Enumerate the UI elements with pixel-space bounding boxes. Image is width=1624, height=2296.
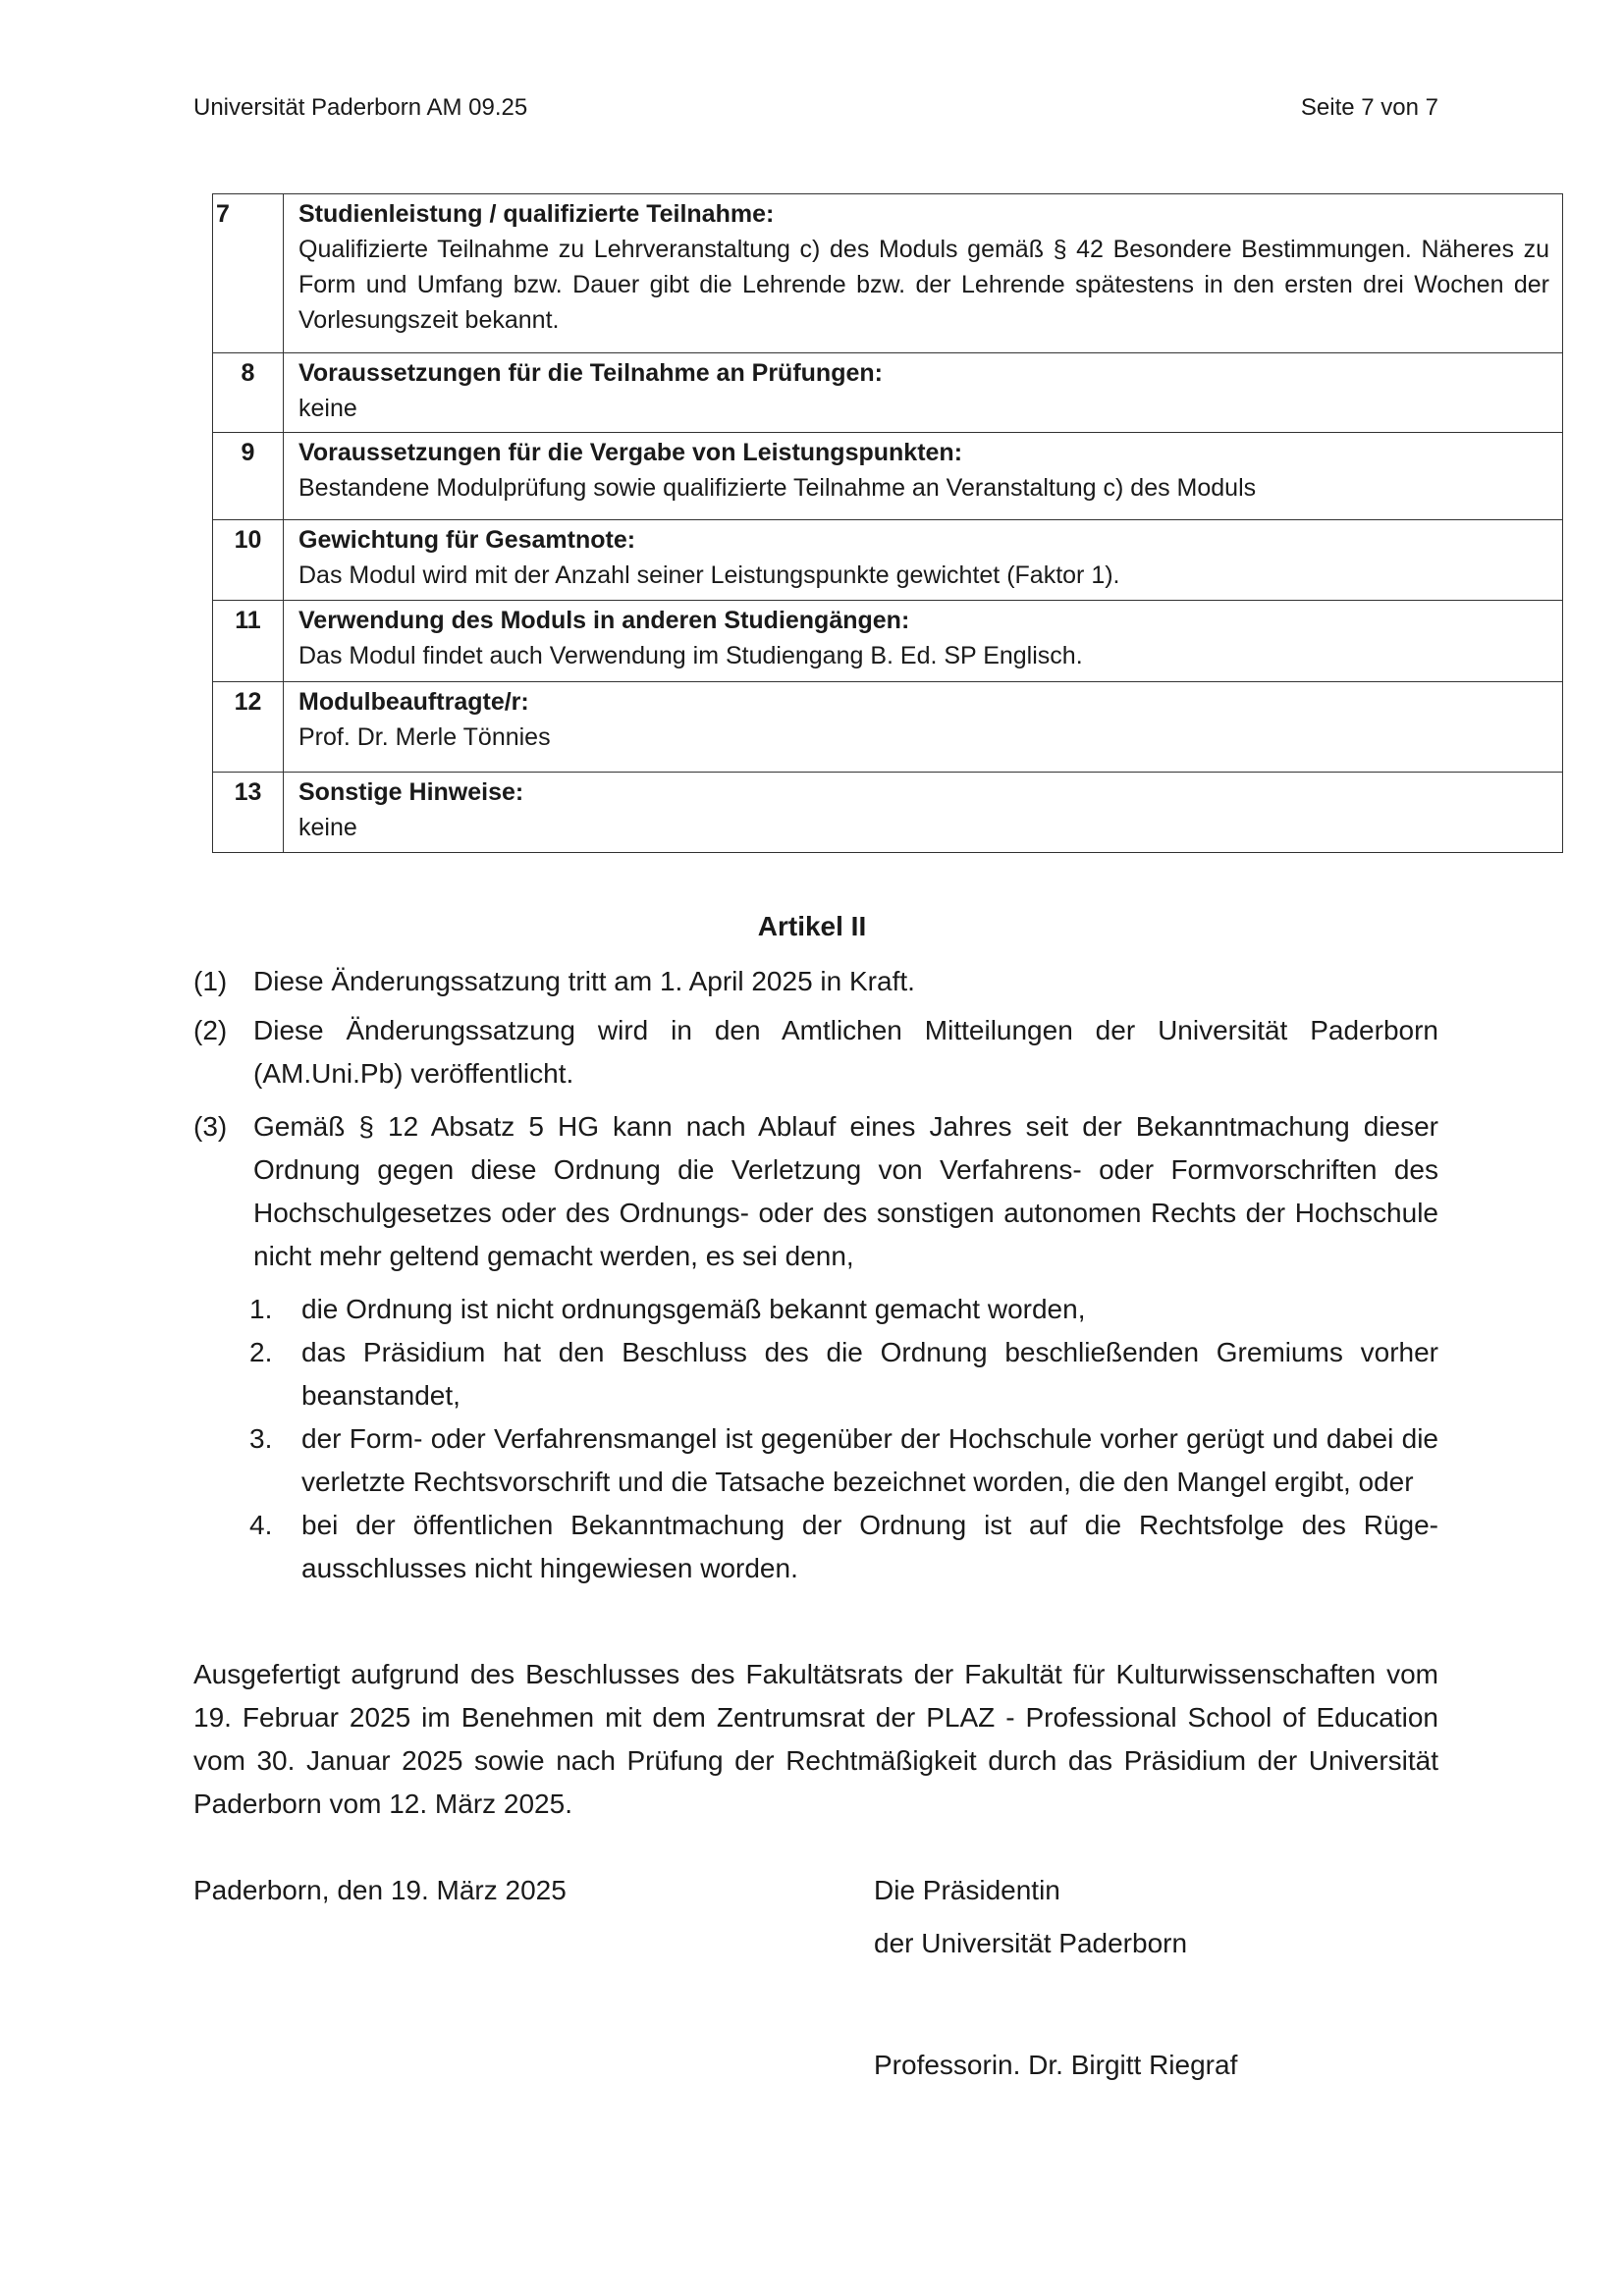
list-item-number: 3. (249, 1423, 273, 1454)
row-number: 8 (213, 353, 284, 433)
row-body (284, 682, 1563, 773)
row-number: 13 (213, 773, 284, 853)
paragraph-number: (3) (193, 1111, 228, 1142)
row-body (284, 353, 1563, 433)
row-body (284, 194, 1563, 353)
row-content: Prof. Dr. Merle Tönnies (298, 723, 551, 751)
row-title: Voraussetzungen für die Vergabe von Leistungspunkten: (298, 439, 963, 466)
article-title: Artikel II (757, 911, 867, 941)
row-title: Modulbeauftragte/r: (298, 688, 529, 716)
table-row (213, 194, 1563, 353)
row-content: Das Modul wird mit der Anzahl seiner Leistungspunkte gewichtet (Faktor 1). (298, 561, 1120, 589)
row-body (284, 520, 1563, 601)
row-content: keine (298, 395, 357, 422)
paragraph-text: Diese Änderungssatzung wird in den Amtlichen Mitteilungen der Universität Paderborn (AM.Uni.Pb) veröffentlicht. (253, 1015, 1438, 1089)
paragraph (193, 960, 1438, 1003)
row-number: 10 (213, 520, 284, 601)
module-table (212, 193, 1563, 853)
signature-institution: der Universität Paderborn (874, 1928, 1188, 1958)
row-title: Studienleistung / qualifizierte Teilnahme: (298, 200, 775, 228)
table-row (213, 601, 1563, 682)
header-page-number: Seite 7 von 7 (1300, 94, 1438, 121)
row-content: keine (298, 814, 357, 841)
header-left: Universität Paderborn AM 09.25 (193, 94, 528, 121)
paragraph-number: (2) (193, 1015, 228, 1045)
table-row (213, 682, 1563, 773)
table-row (213, 353, 1563, 433)
row-title: Gewichtung für Gesamtnote: (298, 526, 636, 554)
place-date: Paderborn, den 19. März 2025 (193, 1875, 567, 1905)
list-item (249, 1331, 1438, 1417)
list-item-text: bei der öffentlichen Bekanntmachung der Ordnung ist auf die Rechtsfolge des Rüge-ausschlusses nicht hingewiesen worden. (301, 1510, 1438, 1583)
row-body (284, 601, 1563, 682)
table-row (213, 520, 1563, 601)
paragraph-text: Gemäß § 12 Absatz 5 HG kann nach Ablauf eines Jahres seit der Bekanntmachung dieser Ordnung gegen diese Ordnung die Verletzung von Verfahrens- oder Formvorschriften des Hochschulgesetzes oder des Ordnungs- oder des sonstigen autonomen Rechts der Hochschule nicht mehr geltend gemacht werden, es sei denn, (253, 1111, 1438, 1271)
list-item-number: 4. (249, 1510, 273, 1540)
row-title: Sonstige Hinweise: (298, 778, 524, 806)
list-item-text: der Form- oder Verfahrensmangel ist gegenüber der Hochschule vorher gerügt und dabei die verletzte Rechtsvorschrift und die Tatsache bezeichnet worden, die den Mangel ergibt, oder (301, 1423, 1438, 1497)
paragraph-text: Diese Änderungssatzung tritt am 1. April 2025 in Kraft. (253, 966, 915, 996)
row-content: Bestandene Modulprüfung sowie qualifizierte Teilnahme an Veranstaltung c) des Moduls (298, 474, 1257, 502)
row-content: Qualifizierte Teilnahme zu Lehrveranstaltung c) des Moduls gemäß § 42 Besondere Bestimmungen. Näheres zu Form und Umfang bzw. Dauer gibt die Lehrende bzw. der Lehrende spätestens in den ersten drei Wochen der Vorlesungszeit bekannt. (298, 236, 1549, 334)
row-content: Das Modul findet auch Verwendung im Studiengang B. Ed. SP Englisch. (298, 642, 1083, 669)
paragraph (193, 1105, 1438, 1278)
closing-statement: Ausgefertigt aufgrund des Beschlusses des Fakultätsrats der Fakultät für Kulturwissenschaften vom 19. Februar 2025 im Benehmen mit dem Zentrumsrat der PLAZ - Professional School of Education vom 30. Januar 2025 sowie nach Prüfung der Rechtmäßigkeit durch das Präsidium der Universität Paderborn vom 12. März 2025. (193, 1659, 1438, 1819)
row-title: Voraussetzungen für die Teilnahme an Prüfungen: (298, 359, 883, 387)
row-number: 7 (213, 194, 284, 353)
list-item-number: 1. (249, 1294, 273, 1324)
paragraph-number: (1) (193, 966, 228, 996)
list-item (249, 1288, 1438, 1331)
row-body (284, 773, 1563, 853)
table-row (213, 773, 1563, 853)
row-number: 11 (213, 601, 284, 682)
signature-title: Die Präsidentin (874, 1875, 1060, 1905)
list-item (249, 1417, 1438, 1504)
list-item-text: die Ordnung ist nicht ordnungsgemäß bekannt gemacht worden, (301, 1294, 1086, 1324)
row-number: 9 (213, 433, 284, 520)
signature-name: Professorin. Dr. Birgitt Riegraf (874, 2050, 1238, 2080)
row-body (284, 433, 1563, 520)
list-item-number: 2. (249, 1337, 273, 1367)
row-number: 12 (213, 682, 284, 773)
list-item (249, 1504, 1438, 1590)
row-title: Verwendung des Moduls in anderen Studiengängen: (298, 607, 910, 634)
table-row (213, 433, 1563, 520)
list-item-text: das Präsidium hat den Beschluss des die Ordnung beschließenden Gremiums vorher beanstandet, (301, 1337, 1438, 1411)
paragraph (193, 1009, 1438, 1095)
